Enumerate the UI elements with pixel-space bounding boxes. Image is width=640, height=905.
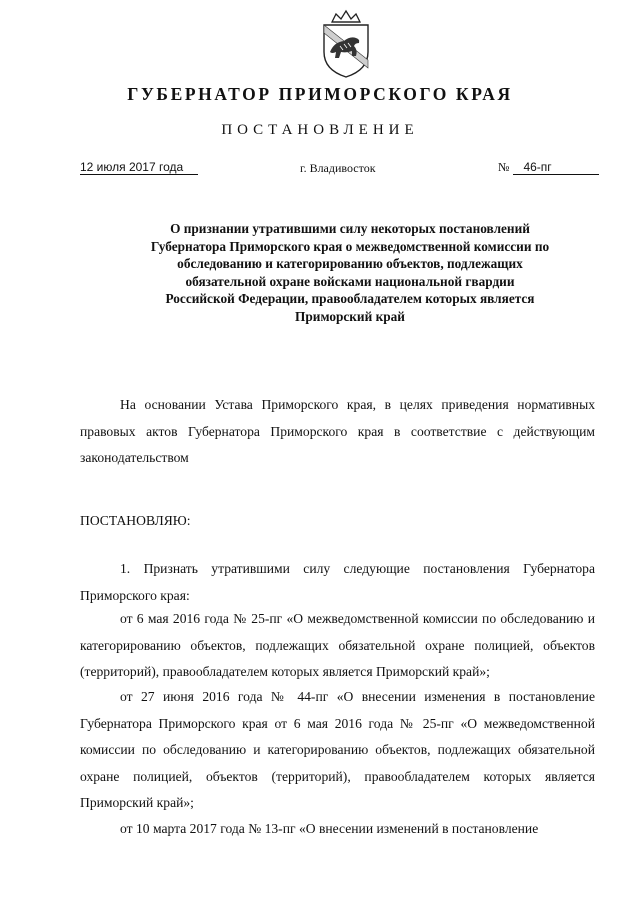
document-title: О признании утратившими силу некоторых постановлений Губернатора Приморского края о межведомственной комиссии по обследованию и категорированию объектов, подлежащих обязательной охране войсками национальной гвардии Российской Федерации, правообладателем которых является Приморский край xyxy=(150,221,550,324)
document-meta-row xyxy=(0,160,640,180)
list-item: от 6 мая 2016 года № 25-пг «О межведомственной комиссии по обследованию и категорированию объектов, подлежащих обязательной охране полицией, объектов (территорий), правообладателем которых является Приморский край»; xyxy=(80,611,595,679)
document-type-heading: ПОСТАНОВЛЕНИЕ xyxy=(221,122,419,138)
issuer-heading: ГУБЕРНАТОР ПРИМОРСКОГО КРАЯ xyxy=(127,84,513,104)
item-1-paragraph: 1. Признать утратившими силу следующие постановления Губернатора Приморского края: xyxy=(80,561,595,603)
document-city: г. Владивосток xyxy=(300,161,376,175)
decree-heading: ПОСТАНОВЛЯЮ: xyxy=(80,513,191,528)
number-sign: № xyxy=(498,160,510,174)
primorsky-coat-of-arms-icon xyxy=(314,8,378,80)
basis-paragraph: На основании Устава Приморского края, в целях приведения нормативных правовых актов Губернатора Приморского края в соответствие с действующим законодательством xyxy=(80,397,595,465)
number-value: 46-пг xyxy=(513,160,599,175)
list-item: от 27 июня 2016 года № 44-пг «О внесении изменения в постановление Губернатора Приморского края от 6 мая 2016 года № 25-пг «О межведомственной комиссии по обследованию и категорированию объектов, подлежащих обязательной охране полицией, объектов (территорий), правообладателем которых является Приморский край»; xyxy=(80,689,595,810)
document-number xyxy=(498,160,599,175)
document-date: 12 июля 2017 года xyxy=(80,160,198,175)
list-item: от 10 марта 2017 года № 13-пг «О внесении изменений в постановление xyxy=(120,821,539,836)
